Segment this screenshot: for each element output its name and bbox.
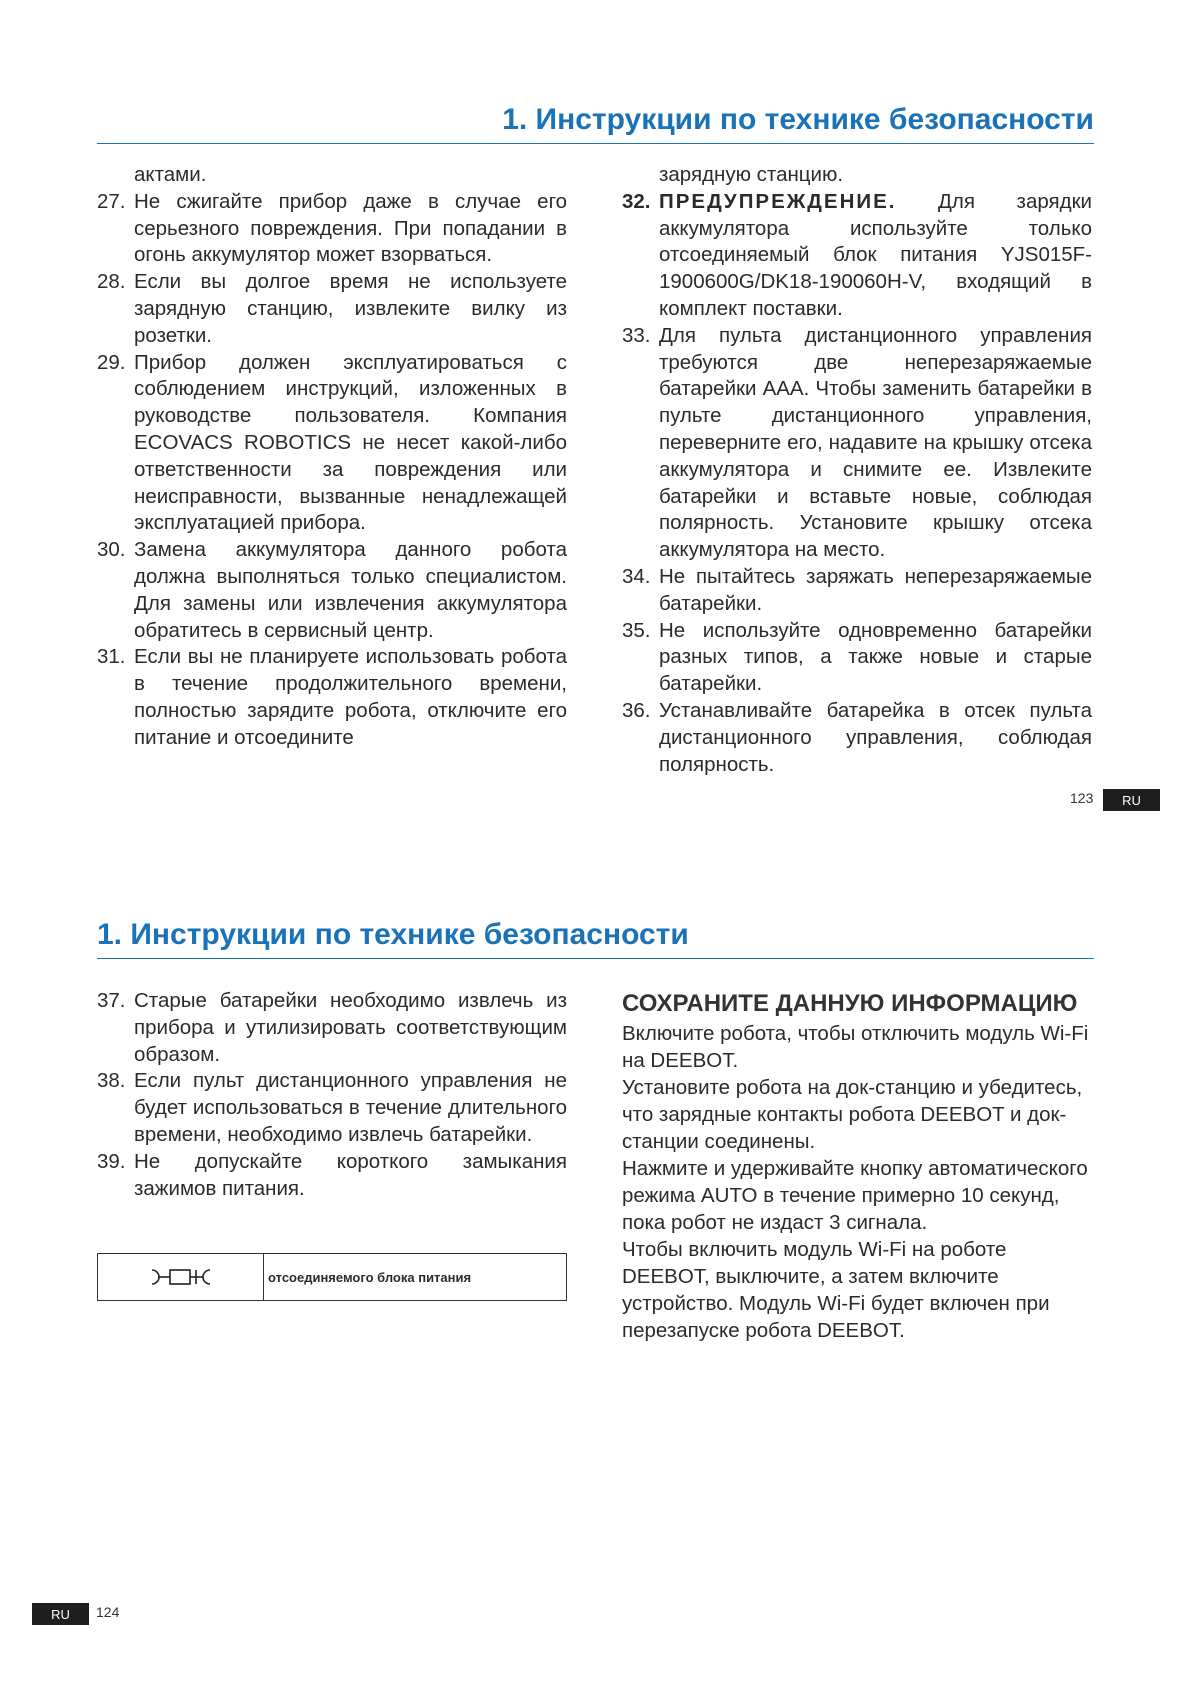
item-text: зарядную станцию. [659, 163, 844, 186]
item-text: Устанавливайте батарейка в отсек пульта дистанционного управления, соблюдая полярность. [659, 698, 1092, 776]
symbol-cell [98, 1254, 264, 1300]
item-text: Замена аккумулятора данного робота должна выполняться только специалистом. Для замены или извлечения аккумулятора обратитесь в сервисный центр. [134, 538, 567, 642]
item-text: Не пытайтесь заряжать неперезаряжаемые батарейки. [659, 564, 1092, 615]
item-text: Прибор должен эксплуатироваться с соблюдением инструкций, изложенных в руководстве пользователя. Компания ECOVACS ROBOTICS не несет какой-либо ответственности за повреждения или неисправности, вызванные ненадлежащей эксплуатацией прибора. [134, 350, 567, 535]
item-number: 36. [622, 698, 651, 722]
page-124 [0, 842, 1191, 1685]
list-item [622, 323, 1092, 564]
list-item [97, 1149, 567, 1203]
item-text: Для пульта дистанционного управления требуются две неперезаряжаемые батарейки AAA. Чтобы заменить батарейки в пульте дистанционного управления, переверните его, надавите на крышку отсека аккумулятора и снимите ее. Извлеките батарейки и вставьте новые, соблюдая полярность. Установите крышку отсека аккумулятора на место. [659, 323, 1092, 562]
paragraph: Установите робота на док-станцию и убедитесь, что зарядные контакты робота DEEBOT и док-станции соединены. [622, 1076, 1083, 1153]
item-text: Если вы не планируете использовать робота в течение продолжительного времени, полностью зарядите робота, отключите его питание и отсоедините [134, 645, 567, 749]
list-item [97, 1068, 567, 1148]
item-text: Не используйте одновременно батарейки разных типов, а также новые и старые батарейки. [659, 618, 1092, 696]
list-item [97, 644, 567, 751]
item-number: 38. [97, 1069, 126, 1093]
list-item [97, 269, 567, 349]
language-badge: RU [1103, 789, 1160, 811]
paragraph: Чтобы включить модуль Wi-Fi на роботе DEEBOT, выключите, а затем включите устройство. Модуль Wi-Fi будет включен при перезапуске робота DEEBOT. [622, 1238, 1050, 1342]
item-number: 30. [97, 538, 126, 562]
item-number: 28. [97, 270, 126, 294]
item-number: 33. [622, 323, 651, 347]
item-number: 34. [622, 564, 651, 588]
item-number: 29. [97, 350, 126, 374]
item-number: 37. [97, 989, 126, 1012]
left-column [97, 988, 567, 1202]
list-item-continuation [97, 162, 567, 189]
list-item [622, 698, 1092, 778]
list-item [622, 564, 1092, 618]
detachable-power-supply-icon [148, 1266, 214, 1288]
item-text: Если вы долгое время не используете зарядную станцию, извлеките вилку из розетки. [134, 270, 567, 347]
item-text: Если пульт дистанционного управления не будет использоваться в течение длительного времени, необходимо извлечь батарейки. [134, 1069, 567, 1146]
language-badge: RU [32, 1603, 89, 1625]
list-item [97, 350, 567, 538]
symbol-label: отсоединяемого блока питания [268, 1269, 472, 1285]
list-item [97, 988, 567, 1068]
page-title: 1. Инструкции по технике безопасности [97, 918, 689, 951]
symbol-table [97, 1253, 567, 1301]
paragraph: Нажмите и удерживайте кнопку автоматического режима AUTO в течение примерно 10 секунд, пока робот не издаст 3 сигнала. [622, 1157, 1088, 1234]
right-column [622, 988, 1094, 1344]
list-item-continuation [622, 162, 1092, 189]
title-divider [97, 143, 1094, 144]
item-number: 32. [622, 189, 651, 213]
item-text: актами. [134, 163, 207, 186]
page-number: 124 [96, 1604, 120, 1620]
item-number: 39. [97, 1149, 126, 1173]
page-title: 1. Инструкции по технике безопасности [502, 103, 1094, 136]
item-number: 27. [97, 189, 126, 213]
page-123 [0, 0, 1191, 842]
page-number: 123 [1070, 790, 1094, 806]
list-item [97, 537, 567, 644]
list-item [97, 189, 567, 269]
right-column [622, 162, 1092, 778]
left-column [97, 162, 567, 752]
item-text: Не допускайте короткого замыкания зажимов питания. [134, 1149, 567, 1200]
item-number: 35. [622, 618, 651, 642]
title-divider [97, 958, 1094, 959]
item-text: Для зарядки аккумулятора используйте только отсоединяемый блок питания YJS015F-1900600G/DK18-190060H-V, входящий в комплект поставки. [659, 189, 1092, 320]
warning-label: ПРЕДУПРЕЖДЕНИЕ. [659, 189, 897, 213]
item-number: 31. [97, 645, 126, 669]
paragraph: Включите робота, чтобы отключить модуль Wi-Fi на DEEBOT. [622, 1022, 1089, 1072]
item-text: Не сжигайте прибор даже в случае его серьезного повреждения. При попадании в огонь аккумулятор может взорваться. [134, 189, 567, 267]
list-item [622, 618, 1092, 698]
warning-item [622, 189, 1092, 323]
item-text: Старые батарейки необходимо извлечь из прибора и утилизировать соответствующим образом. [134, 989, 567, 1066]
save-info-heading: СОХРАНИТЕ ДАННУЮ ИНФОРМАЦИЮ [622, 990, 1078, 1017]
